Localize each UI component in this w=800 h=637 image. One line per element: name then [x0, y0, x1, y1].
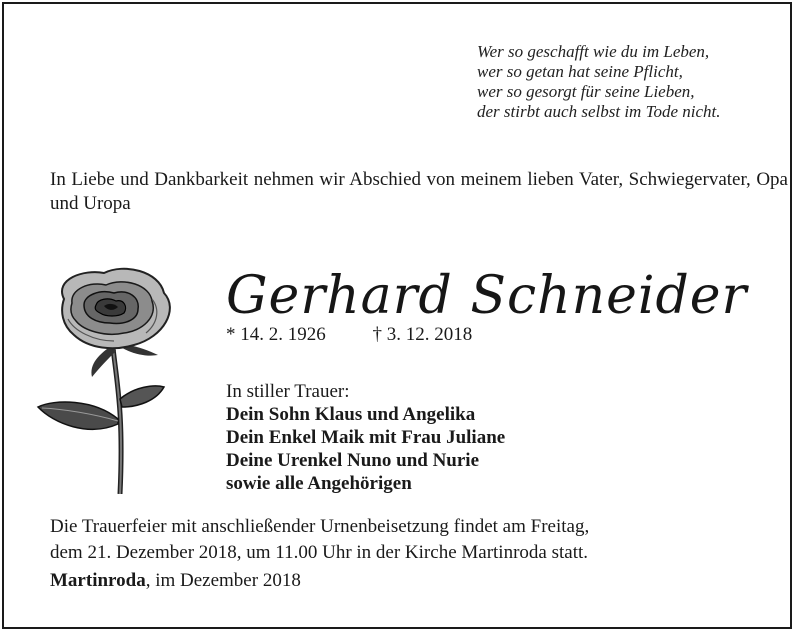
poem-line: Wer so geschafft wie du im Leben, [477, 42, 710, 61]
poem [477, 42, 721, 122]
mourner-line: Dein Sohn Klaus und Angelika [226, 404, 476, 425]
service-line: Die Trauerfeier mit anschließender Urnenbeisetzung findet am Freitag, [50, 516, 590, 537]
place-town: Martinroda [50, 570, 146, 591]
service-line: dem 21. Dezember 2018, um 11.00 Uhr in der Kirche Martinroda statt. [50, 542, 589, 563]
life-dates [226, 324, 472, 346]
service-info [50, 514, 589, 566]
mourner-line: Dein Enkel Maik mit Frau Juliane [226, 427, 506, 448]
place-date [50, 570, 301, 592]
mourner-line: Deine Urenkel Nuno und Nurie [226, 450, 480, 471]
mourners-heading: In stiller Trauer: [226, 381, 350, 402]
rose-icon [34, 259, 184, 494]
death-date: † 3. 12. 2018 [372, 324, 473, 345]
mourner-line: sowie alle Angehörigen [226, 473, 412, 494]
mourners-block [226, 380, 505, 495]
deceased-name: Gerhard Schneider [226, 266, 748, 326]
intro-text: In Liebe und Dankbarkeit nehmen wir Abschied von meinem lieben Vater, Schwiegervater, Opa und Uropa [50, 169, 788, 214]
poem-line: wer so getan hat seine Pflicht, [477, 62, 683, 81]
birth-date: * 14. 2. 1926 [226, 324, 326, 345]
poem-line: wer so gesorgt für seine Lieben, [477, 82, 695, 101]
poem-line: der stirbt auch selbst im Tode nicht. [477, 102, 721, 121]
obituary-card [2, 2, 792, 629]
place-date-text: , im Dezember 2018 [145, 570, 301, 591]
